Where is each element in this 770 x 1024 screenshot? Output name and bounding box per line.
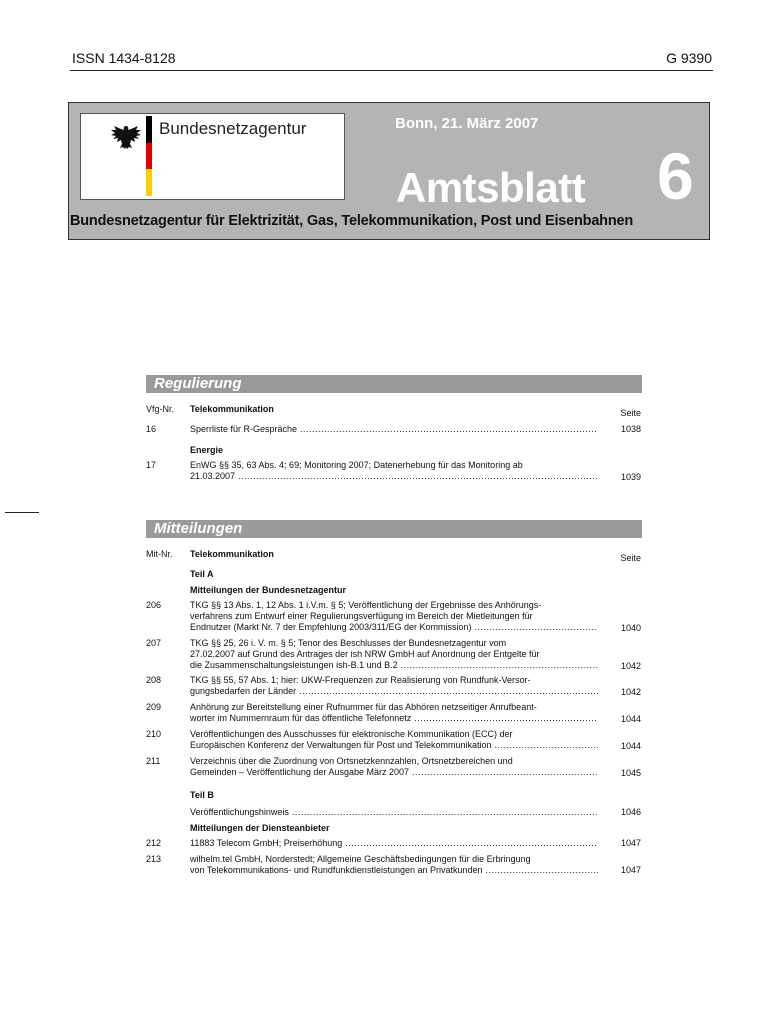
margin-mark: [5, 512, 39, 513]
notice-entry[interactable]: Veröffentlichungshinweis .....: [190, 807, 598, 818]
entry-text-line[interactable]: Veröffentlichungen des Ausschusses für elektronische Kommunikation (ECC) der: [190, 729, 513, 739]
header-rule: [70, 70, 713, 71]
flag-stripe-gold: [146, 169, 152, 196]
category-energie: Energie: [190, 445, 224, 455]
entry-page: 1047: [620, 838, 641, 848]
entry-number: 213: [146, 854, 162, 864]
entry-text-line[interactable]: Anhörung zur Bereitstellung einer Rufnummer für das Abhören netzseitiger Anrufbeant-: [190, 702, 537, 712]
agency-full-name: Bundesnetzagentur für Elektrizität, Gas, Telekommunikation, Post und Eisenbahnen: [70, 213, 634, 229]
entry-page: 1039: [620, 472, 641, 482]
col-header-page: Seite: [620, 408, 641, 418]
entry-text-line[interactable]: von Telekommunikations- und Rundfunkdienstleistungen an Privatkunden .....: [190, 865, 598, 876]
entry-number: 17: [146, 460, 157, 470]
entry-page: 1047: [620, 865, 641, 875]
entry-text-line[interactable]: gungsbedarfen der Länder .....: [190, 686, 598, 697]
part-a-subheading: Mitteilungen der Bundesnetzagentur: [190, 585, 347, 595]
part-a-heading: Teil A: [190, 569, 214, 579]
entry-text-line[interactable]: EnWG §§ 35, 63 Abs. 4; 69; Monitoring 2007; Datenerhebung für das Monitoring ab: [190, 460, 523, 470]
entry-number: 212: [146, 838, 162, 848]
category-telekommunikation: Telekommunikation: [190, 549, 274, 559]
issue-number: 6: [657, 139, 694, 213]
col-header-number: Mit-Nr.: [146, 549, 173, 559]
entry-number: 209: [146, 702, 162, 712]
entry-text-line[interactable]: Verzeichnis über die Zuordnung von Ortsnetzkennzahlen, Ortsnetzbereichen und: [190, 756, 513, 766]
entry-text-line[interactable]: Europäischen Konferenz der Verwaltungen für Post und Telekommunikation .....: [190, 740, 598, 751]
entry-page: 1044: [620, 741, 641, 751]
entry-number: 211: [146, 756, 161, 766]
entry-text-line[interactable]: TKG §§ 25, 26 i. V. m. § 5; Tenor des Beschlusses der Bundesnetzagentur vom: [190, 638, 507, 648]
entry-text-line[interactable]: die Zusammenschaltungsleistungen ish-B.1 und B.2 .....: [190, 660, 598, 671]
entry-page: 1046: [620, 807, 641, 817]
part-b-subheading: Mitteilungen der Diensteanbieter: [190, 823, 330, 833]
entry-text-line[interactable]: TKG §§ 13 Abs. 1, 12 Abs. 1 i.V.m. § 5; Veröffentlichung der Ergebnisse des Anhörungs-: [190, 600, 542, 610]
flag-stripe-red: [146, 143, 152, 170]
entry-page: 1042: [620, 687, 641, 697]
entry-text-line[interactable]: worter im Nummernraum für das öffentliche Telefonnetz .....: [190, 713, 598, 724]
entry-page: 1044: [620, 714, 641, 724]
entry-number: 206: [146, 600, 162, 610]
entry-text-line[interactable]: Gemeinden – Veröffentlichung der Ausgabe März 2007 .....: [190, 767, 598, 778]
entry-number: 208: [146, 675, 162, 685]
entry-text-line[interactable]: wilhelm.tel GmbH, Norderstedt; Allgemeine Geschäftsbedingungen für die Erbringung: [190, 854, 531, 864]
flag-stripe-black: [146, 116, 152, 143]
entry-page: 1038: [620, 424, 641, 434]
issue-date: Bonn, 21. März 2007: [395, 115, 539, 132]
entry-page: 1040: [620, 623, 641, 633]
entry-text-line[interactable]: TKG §§ 55, 57 Abs. 1; hier: UKW-Frequenzen zur Realisierung von Rundfunk-Versor-: [190, 675, 531, 685]
g-number: G 9390: [666, 50, 712, 66]
entry-page: 1045: [620, 768, 641, 778]
col-header-number: Vfg-Nr.: [146, 404, 175, 414]
flag-stripes: [146, 116, 152, 196]
part-b-heading: Teil B: [190, 790, 214, 800]
agency-name: Bundesnetzagentur: [159, 119, 307, 138]
col-header-page: Seite: [620, 553, 641, 563]
entry-text-line[interactable]: 27.02.2007 auf Grund des Antrages der ish NRW GmbH auf Anordnung der Entgelte für: [190, 649, 540, 659]
entry-page: 1042: [620, 661, 641, 671]
entry-number: 16: [146, 424, 157, 434]
entry-text-line[interactable]: verfahrens zum Entwurf einer Regulierungsverfügung im Bereich der Mietleitungen für: [190, 611, 533, 621]
entry-number: 210: [146, 729, 162, 739]
section-title-mitteilungen: Mitteilungen: [154, 520, 243, 537]
section-title-regulierung: Regulierung: [154, 375, 242, 392]
issn-number: ISSN 1434-8128: [72, 50, 176, 66]
category-telekommunikation: Telekommunikation: [190, 404, 274, 414]
entry-text-line[interactable]: 21.03.2007 .....: [190, 471, 598, 482]
federal-eagle-icon: [108, 123, 144, 151]
entry-text-line[interactable]: Endnutzer (Markt Nr. 7 der Empfehlung 2003/311/EG der Kommission) .....: [190, 622, 598, 633]
publication-title: Amtsblatt: [396, 164, 586, 211]
entry-text[interactable]: Sperrliste für R-Gespräche .....: [190, 424, 598, 435]
entry-number: 207: [146, 638, 162, 648]
entry-text-line[interactable]: 11883 Telecom GmbH; Preiserhöhung .....: [190, 838, 598, 849]
